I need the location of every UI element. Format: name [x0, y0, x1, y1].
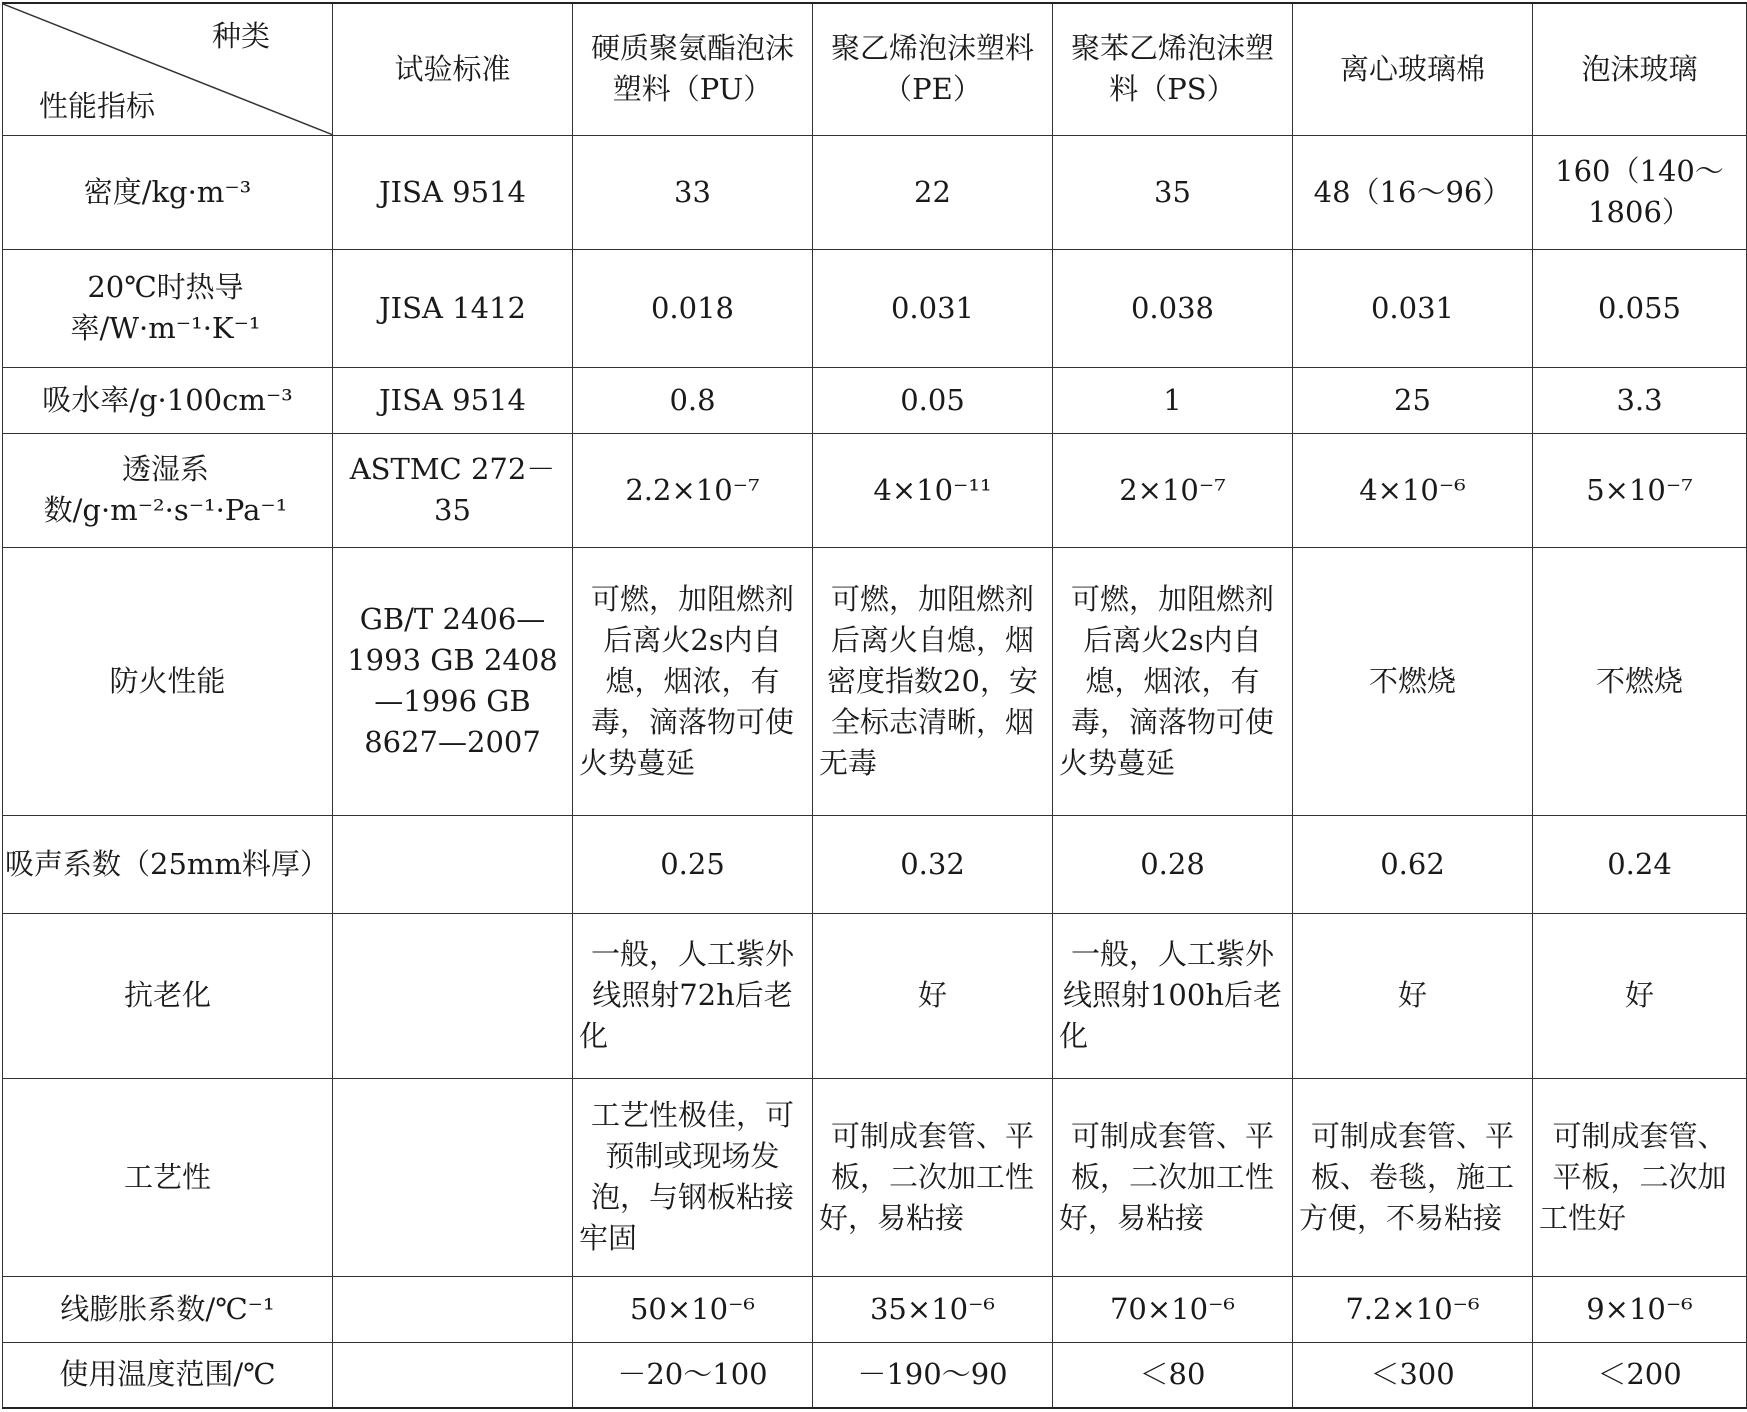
row-label: 工艺性: [3, 1078, 333, 1276]
column-header-ps: 聚苯乙烯泡沫塑料（PS）: [1053, 3, 1293, 135]
value-cell: 可燃，加阻燃剂后离火2s内自熄，烟浓，有毒，滴落物可使火势蔓延: [1053, 547, 1293, 815]
value-cell: 0.24: [1533, 815, 1747, 913]
value-cell: 50×10⁻⁶: [573, 1276, 813, 1342]
value-cell: ＜300: [1293, 1342, 1533, 1408]
table-row-thermal-conductivity: [3, 249, 1747, 367]
value-cell: 好: [1293, 913, 1533, 1078]
value-cell: 0.32: [813, 815, 1053, 913]
row-label: 吸水率/g·100cm⁻³: [3, 367, 333, 433]
table-row-water-absorption: [3, 367, 1747, 433]
column-header-pu: 硬质聚氨酯泡沫塑料（PU）: [573, 3, 813, 135]
table-row-workability: [3, 1078, 1747, 1276]
value-cell: 4×10⁻⁶: [1293, 433, 1533, 547]
value-cell: 可制成套管、平板，二次加工性好，易粘接: [813, 1078, 1053, 1276]
value-cell: 0.031: [1293, 249, 1533, 367]
value-cell: 0.031: [813, 249, 1053, 367]
value-cell: 0.8: [573, 367, 813, 433]
value-cell: ＜200: [1533, 1342, 1747, 1408]
table-row-sound-absorption: [3, 815, 1747, 913]
standard-cell: [333, 913, 573, 1078]
table-row-aging-resistance: [3, 913, 1747, 1078]
value-cell: 0.25: [573, 815, 813, 913]
row-label: 防火性能: [3, 547, 333, 815]
row-label: 透湿系数/g·m⁻²·s⁻¹·Pa⁻¹: [3, 433, 333, 547]
value-cell: 1: [1053, 367, 1293, 433]
row-label: 密度/kg·m⁻³: [3, 135, 333, 249]
value-cell: 0.018: [573, 249, 813, 367]
value-cell: 25: [1293, 367, 1533, 433]
value-cell: 33: [573, 135, 813, 249]
standard-cell: [333, 815, 573, 913]
value-cell: 22: [813, 135, 1053, 249]
table-row-vapor-permeability: [3, 433, 1747, 547]
value-cell: 35: [1053, 135, 1293, 249]
value-cell: 不燃烧: [1533, 547, 1747, 815]
standard-cell: GB/T 2406—1993 GB 2408—1996 GB 8627—2007: [333, 547, 573, 815]
standard-cell: ASTMC 272－35: [333, 433, 573, 547]
corner-header-cell: [3, 3, 333, 135]
value-cell: 48（16～96）: [1293, 135, 1533, 249]
standard-cell: [333, 1342, 573, 1408]
row-label: 使用温度范围/℃: [3, 1342, 333, 1408]
value-cell: 可燃，加阻燃剂后离火2s内自熄，烟浓，有毒，滴落物可使火势蔓延: [573, 547, 813, 815]
standard-cell: JISA 9514: [333, 135, 573, 249]
value-cell: 2×10⁻⁷: [1053, 433, 1293, 547]
value-cell: 0.05: [813, 367, 1053, 433]
column-header-pe: 聚乙烯泡沫塑料（PE）: [813, 3, 1053, 135]
value-cell: 一般，人工紫外线照射72h后老化: [573, 913, 813, 1078]
value-cell: 可制成套管、平板，二次加工性好，易粘接: [1053, 1078, 1293, 1276]
value-cell: 4×10⁻¹¹: [813, 433, 1053, 547]
value-cell: 工艺性极佳，可预制或现场发泡，与钢板粘接牢固: [573, 1078, 813, 1276]
value-cell: 9×10⁻⁶: [1533, 1276, 1747, 1342]
value-cell: 3.3: [1533, 367, 1747, 433]
row-label: 线膨胀系数/℃⁻¹: [3, 1276, 333, 1342]
row-label: 吸声系数（25mm料厚）: [3, 815, 333, 913]
value-cell: 70×10⁻⁶: [1053, 1276, 1293, 1342]
table-row-temperature-range: [3, 1342, 1747, 1408]
row-label: 抗老化: [3, 913, 333, 1078]
properties-table: [2, 2, 1747, 1409]
header-row: [3, 3, 1747, 135]
value-cell: 可制成套管、平板、卷毯，施工方便，不易粘接: [1293, 1078, 1533, 1276]
value-cell: 0.055: [1533, 249, 1747, 367]
value-cell: 不燃烧: [1293, 547, 1533, 815]
value-cell: 可制成套管、平板，二次加工性好: [1533, 1078, 1747, 1276]
table-row-linear-expansion: [3, 1276, 1747, 1342]
value-cell: 可燃，加阻燃剂后离火自熄，烟密度指数20，安全标志清晰，烟无毒: [813, 547, 1053, 815]
standard-cell: [333, 1078, 573, 1276]
value-cell: 0.62: [1293, 815, 1533, 913]
column-header-standard: 试验标准: [333, 3, 573, 135]
table-row-density: [3, 135, 1747, 249]
value-cell: 7.2×10⁻⁶: [1293, 1276, 1533, 1342]
value-cell: 5×10⁻⁷: [1533, 433, 1747, 547]
value-cell: 35×10⁻⁶: [813, 1276, 1053, 1342]
corner-row-label: 性能指标: [39, 88, 156, 123]
value-cell: 0.28: [1053, 815, 1293, 913]
value-cell: 一般，人工紫外线照射100h后老化: [1053, 913, 1293, 1078]
column-header-foam-glass: 泡沫玻璃: [1533, 3, 1747, 135]
value-cell: ＜80: [1053, 1342, 1293, 1408]
standard-cell: JISA 1412: [333, 249, 573, 367]
standard-cell: JISA 9514: [333, 367, 573, 433]
value-cell: 2.2×10⁻⁷: [573, 433, 813, 547]
standard-cell: [333, 1276, 573, 1342]
value-cell: 好: [1533, 913, 1747, 1078]
value-cell: －190～90: [813, 1342, 1053, 1408]
column-header-glass-wool: 离心玻璃棉: [1293, 3, 1533, 135]
value-cell: －20～100: [573, 1342, 813, 1408]
corner-column-label: 种类: [211, 19, 270, 53]
row-label: 20℃时热导率/W·m⁻¹·K⁻¹: [3, 249, 333, 367]
value-cell: 160（140～1806）: [1533, 135, 1747, 249]
value-cell: 0.038: [1053, 249, 1293, 367]
value-cell: 好: [813, 913, 1053, 1078]
table-row-fire-performance: [3, 547, 1747, 815]
